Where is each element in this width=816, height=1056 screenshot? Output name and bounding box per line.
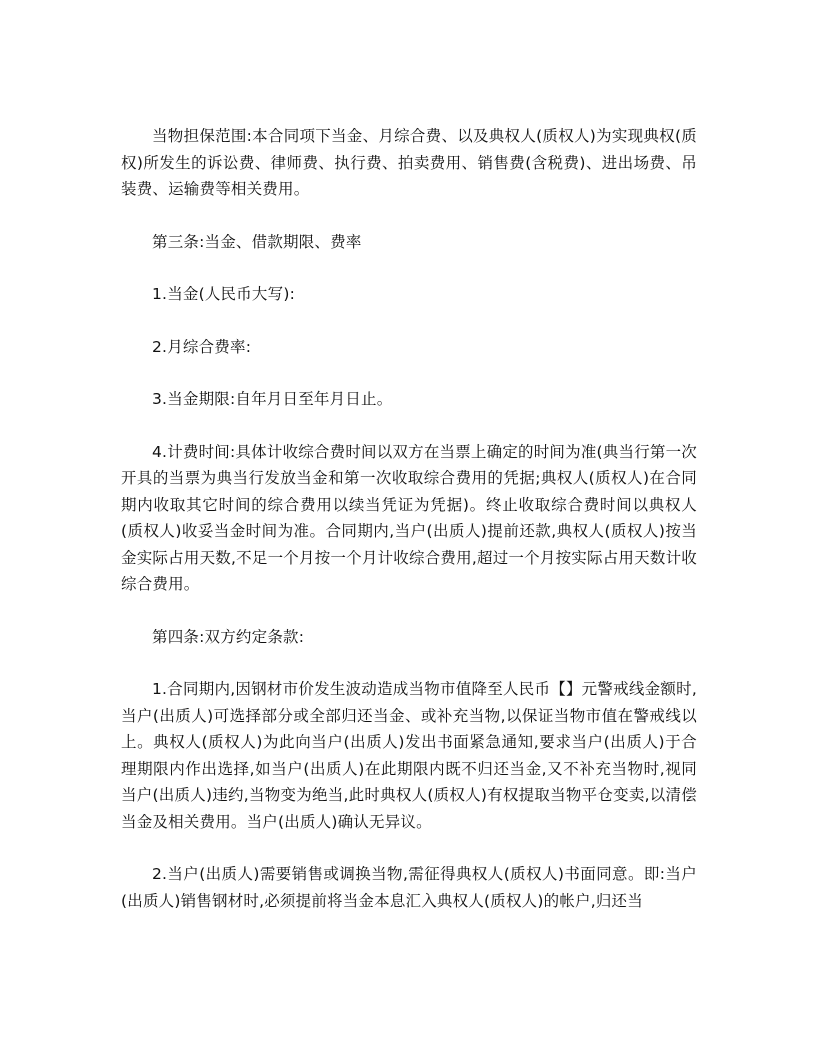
paragraph-warning-line-clause: 1.合同期内,因钢材市价发生波动造成当物市值降至人民币【】元警戒线金额时,当户(出质人)可选择部分或全部归还当金、或补充当物,以保证当物市值在警戒线以上。典权人(质权人)为此向当户(出质人)发出书面紧急通知,要求当户(出质人)于合理期限内作出选择,如当户(出质人)在此期限内既不归还当金,又不补充当物时,视同当户(出质人)违约,当物变为绝当,此时典权人(质权人)有权提取当物平仓变卖,以清偿当金及相关费用。当户(出质人)确认无异议。 xyxy=(121,680,697,831)
heading-article-4: 第四条:双方约定条款: xyxy=(152,627,305,646)
paragraph-collateral-scope: 当物担保范围:本合同项下当金、月综合费、以及典权人(质权人)为实现典权(质权)所发生的诉讼费、律师费、执行费、拍卖费用、销售费(含税费)、进出场费、吊装费、运输费等相关费用。 xyxy=(121,127,697,198)
paragraph-pawn-amount: 1.当金(人民币大写): xyxy=(152,285,296,303)
paragraph-sale-exchange-clause: 2.当户(出质人)需要销售或调换当物,需征得典权人(质权人)书面同意。即:当户(出质人)销售钢材时,必须提前将当金本息汇入典权人(质权人)的帐户,归还当 xyxy=(121,865,697,910)
paragraph-monthly-fee-rate: 2.月综合费率: xyxy=(152,337,252,356)
paragraph-billing-time: 4.计费时间:具体计收综合费时间以双方在当票上确定的时间为准(典当行第一次开具的当票为典当行发放当金和第一次收取综合费用的凭据;典权人(质权人)在合同期内收取其它时间的综合费用以续当凭证为凭据)。终止收取综合费时间以典权人(质权人)收妥当金时间为准。合同期内,当户(出质人)提前还款,典权人(质权人)按当金实际占用天数,不足一个月按一个月计收综合费用,超过一个月按实际占用天数计收综合费用。 xyxy=(121,442,697,593)
document-body xyxy=(121,123,697,914)
heading-article-3: 第三条:当金、借款期限、费率 xyxy=(152,232,362,251)
paragraph-pawn-term: 3.当金期限:自年月日至年月日止。 xyxy=(152,390,393,408)
